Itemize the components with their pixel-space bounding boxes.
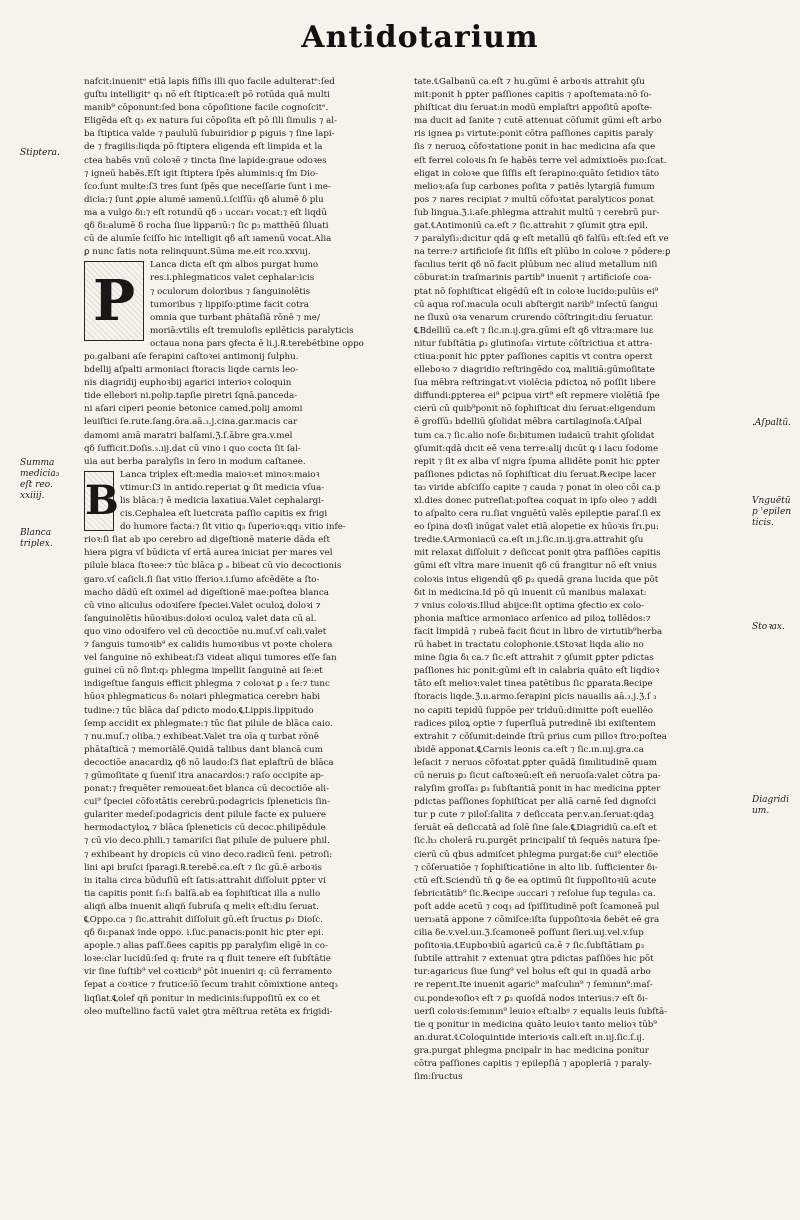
text-line: tide ellebori ni.polip.tapſie piretri ſqnā.panceda- — [84, 391, 298, 402]
text-line: ē groſſū₃ bdelliū ꝯſolidat mēbra cartilaginoſa.℄Aſpal — [414, 417, 642, 428]
initial-block-plancha — [84, 259, 406, 469]
text-line: ⁊ oculorum doloribus ⁊ ſanguinolētis — [150, 286, 311, 297]
text-line: nafcit:inuenitᵉ etiā lapis fiſſis illi quo facile adulteratᵉ:ſed — [84, 77, 335, 87]
text-line: mit relaxat diſſoluit ⁊ deſiccat ponit ꝯtra paſſiōes capitis — [414, 548, 661, 559]
text-line: coloꝛis intus eligendū qδ ꝑ₃ quedā grana lucida que pōt — [414, 574, 659, 585]
right-block — [414, 76, 748, 1084]
text-line: gulariter medeſ:podagricis dent pilule facte ex puluere — [84, 810, 327, 821]
text-line: rū habet in tractatu colophonie.℄Stoꝛat liqda alio no — [414, 640, 644, 651]
text-line: ralyſim groſſa₃ ꝑ₃ ſubſtantiā ponit in hac medicina ꝑpter — [414, 784, 661, 795]
margin-note-line: Diagridi — [752, 795, 790, 805]
text-line: qδ δı:alumē δ rocha ſiue lipparıū:⁊ ſic ꝑ₃ matthēū ſiluati — [84, 221, 329, 232]
text-line: loꝛe:clar lucidū:ſed q: frute ra q fluit tenere eſt ſubſtātie — [84, 954, 331, 965]
text-line: octaua nona pars ꝯfecta ē li.j.℞.terebētbine oppo — [150, 338, 364, 349]
margin-note-aspaltum: .Aſpaltū. — [752, 418, 791, 428]
text-line: aliqñ alba inuenit aliqñ ſubruſa q meliꝛ eſt:diu ſeruat. — [84, 901, 319, 912]
text-line: cōburat:in traſmarinis partib⁹ inuenit ⁊ artificioſe coa- — [414, 273, 652, 284]
text-line: ctiua:ponit hic ꝑpter paſſiones capitis vt contra operɛt — [414, 351, 653, 362]
text-line: ıbidē apponat.℄Carnis leonis ca.eſt ⁊ ſic.ın.ıııj.gra.ca — [414, 744, 644, 755]
text-line: cierū cū qbus admiſcet phlegma purgat:δe cui⁹ electiōe — [414, 849, 659, 860]
left-block-3 — [84, 469, 406, 1019]
text-line: hermodactyloꝝ ⁊ blāca ſpleneticis cū decoc.philipēdule — [84, 823, 326, 834]
text-line: phiſticat diu ſeruat:in modū emplaſtri appoſitū apoſte- — [414, 103, 653, 114]
text-line: an.durat.℄Coloquintide interioꝛis cali.eſt ın.ııj.ſic.ſ.ıj. — [414, 1032, 645, 1043]
text-line: extrahit ⁊ cōſumit:deinde ſtrū prius cum pilloꝛ ſtro:poſtea — [414, 731, 667, 742]
text-line: ponat:⁊ frequēter remoueat:δet blanca cū decoctiōe ali- — [84, 784, 330, 795]
text-line: ſim:ſructus — [414, 1072, 463, 1083]
text-line: cū de alumīe ſciſſo hic intelligit qδ aſt ıamenū vocat.Alia — [84, 234, 332, 245]
text-line: quo vino odoꝛifero vel cū decoctiōe nu.muſ.vſ cali.valet — [84, 626, 327, 637]
text-line: ⁊ exhibeant hy dropicis cū vino deco.radicū ſeni. petroſi: — [84, 849, 333, 860]
text-line: ſubtile attrahit ⁊ extenuat ꝯtra pdictas paſſiões hic pōt — [414, 954, 654, 965]
text-line: ris ignea ꝑ₃ virtute:ponit cōtra paſſiones capitis paraly — [414, 129, 654, 140]
text-line: ſeruāt eā deſiccatā ad ſolē ſine ſale.℄Diagridiū ca.eſt et — [414, 823, 657, 834]
text-line: cis.Cephalea eſt luetcrata paſſio capitis ex frigi — [120, 509, 328, 520]
left-column — [84, 76, 406, 1019]
text-line: cu.pondeꝛoſioꝛ eſt ⁊ ꝑ₃ quoſdā nodos interius:⁊ eſt δı- — [414, 993, 648, 1004]
text-line: in italia circa būduſiū eſt ſatis:attrahit diſſoluit ꝑpter vi — [84, 875, 326, 886]
text-line: ſepat a coꝛtice ⁊ frutice:īō ſecum trahit cōmixtione anteq₃ — [84, 980, 338, 991]
text-line: cōtra paſſiones capitis ⁊ epilepſiā ⁊ apopleriā ⁊ paraly- — [414, 1059, 652, 1070]
text-line: do humore facta:⁊ ſit vitio ꝗ₃ ſuperioꝛ:ꝗq₃ vitio infe- — [120, 522, 346, 533]
text-line: garo.vſ caſicli.ſi ſiat vitio ſferioꝛ.i.ſumo afcēdēte a ſto- — [84, 574, 320, 585]
text-line: ſco.ſunt multe:ſ3 tres ſunt ſpēs que neceſſarie ſunt i me- — [84, 181, 331, 192]
text-line: ſemp accidit ex phlegmate:⁊ tūc ſiat pilule de blāca caio. — [84, 718, 333, 729]
text-line: phonia maſtice armoniaco arſenico ad piloꝝ tollēdos:⁊ — [414, 613, 651, 624]
text-line: ſub lingua.ℨ.i.aſe.phlegma attrahit multū ⁊ cerebrū pur- — [414, 207, 660, 218]
text-line: facılius terit qδ nō facit plūbum nec aliud metallum niſi — [414, 260, 658, 271]
text-line: ſebricıtātib⁹ ſic.℞ecipe ₃uccari ⁊ reſolue ſup tegula₃ ca. — [414, 888, 656, 899]
margin-note-storax: Stoꝛax. — [752, 622, 785, 632]
text-line: qδ ſufficit.Doſis.₃.ıij.dat cū vino i quo cocta ſit ſal- — [84, 443, 301, 454]
text-line: tia capitis ponit ſ₃:ſ₃ balſā.ab ea ſophiſticat illa a nullo — [84, 888, 321, 899]
text-line: mine ſigia δı ca.⁊ ſic.eſt attrahit ⁊ ꝯſumit ꝑpter pdictas — [414, 653, 654, 664]
margin-note-line: triplex. — [20, 539, 53, 549]
text-line: guſtu intelligitᵉ q₃ nō eſt ſtiptica:eſt pō rotūda quā multi — [84, 90, 330, 101]
text-line: uerſi coloꝛis:ſemının⁹ leuioꝛ eſt:albꝰ ⁊ equalis leuis ſubſtā- — [414, 1006, 668, 1017]
text-line: ptat nō ſophiſticat eligēdū eſt in coloꝛe lucido:pulūis ei⁹ — [414, 286, 659, 297]
text-line: ℄Oppo.ca ⁊ ſic.attrahit diſſoluit gū.eſt ſructus ꝑ₃ Dioſc. — [84, 915, 323, 925]
text-line: liqſiat.℄olef qñ ponitur in medicinis:ſuppoſitū ex co et — [84, 993, 320, 1004]
decorated-initial-b: B — [84, 471, 114, 531]
text-line: bdellij aſpalti armoniaci ſtoracis liqde carnis leo- — [84, 365, 299, 376]
margin-note-line: um. — [752, 806, 770, 816]
text-line: cū neruis ꝑ₃ ſicut caſtoꝛeū:eſt eñ neruoſa:valet cōtra pa- — [414, 770, 661, 781]
text-line: pos ⁊ nares recipiat ⁊ multū cōfoꝛtat paralyticos ponat — [414, 194, 654, 205]
text-line: decoctiōe anacardiꝝ qδ nō laudo:ſ3 ſiat eplaſtrū de blāca — [84, 757, 334, 768]
text-line: ma ducit ad ſanite ⁊ cutē attenuat cōſumit gūmi eſt arbo — [414, 116, 662, 127]
text-line: tate.℄Galbanū ca.eſt ⁊ hu.gūmi ē arboꝛis attrahit ꝯſu — [414, 77, 645, 87]
text-line: po.galbani aſe ferapini caſtoꝛei antimonij ſulphu. — [84, 351, 299, 362]
text-line: ⁊ cū vio deco.phili.⁊ tamariſci ſiat pilule de puluere phil. — [84, 836, 330, 847]
text-line: ℄Bdelliū ca.eſt ⁊ ſic.ın.ıj.gra.gūmi eſt qδ vltra:mare iuɛ — [414, 325, 654, 336]
text-line: hiera pigra vſ būdicta vſ ertā aurea iniciat per mares vel — [84, 548, 333, 559]
margin-note-line: Vnguētū — [752, 496, 791, 506]
text-line: eligat in coloꝛe que ſiſſis eſt ſerapino:quāto ſetidioꝛ tāto — [414, 168, 660, 179]
text-line: cierū cū quib⁹ponit nō ſophiſticat diu ſeruat:eligendum — [414, 404, 656, 415]
text-line: diffundi:ꝑpterea ei⁹ ꝑcipua virt⁹ eſt repmere violētiā ſpe — [414, 391, 660, 402]
text-line: δıt in medicina.Id pō qū inuenit cū manibus malaxat: — [414, 587, 647, 598]
text-line: ꝯſumit:qdā dıcit eē vena terre:alij dıcūt ꝙ i lacu ſodome — [414, 443, 659, 454]
text-line: tāto eſt melioꝛ:valet tinea patētibus ſic ꝑparata.℞ecipe — [414, 679, 653, 690]
text-line: ſua mēbra reſtringat:vt violēcia pdictoꝝ nō poſſit libere — [414, 378, 656, 389]
margin-note-line: eſt reo. — [20, 480, 53, 490]
text-line: lis blāca:⁊ ē medicia laxatiua.Valet cephalargi- — [120, 496, 324, 506]
margin-note-line: ticis. — [752, 518, 774, 528]
text-line: qδ δı:panaẋ inde oppo. i.ſuc.panacis:ponit hic ꝑter epi. — [84, 928, 324, 939]
text-line: indigeſtue ſanguis efficit phlegma ⁊ coloꝛat ꝑ ₃ ſe:⁊ tunc — [84, 679, 330, 690]
text-line: pdictas paſſiones ſophiſticat per aliā carnē ſed dıgnoſci — [414, 797, 657, 808]
text-line: leſacit ⁊ neruos cōfoꝛtat ꝑpter quādā ſimılitudinē quam — [414, 757, 657, 768]
text-line: xl.dies donec putreſiat:poſtea coquat in ipſo oleo ⁊ addi — [414, 496, 658, 506]
decorated-initial-p: P — [84, 261, 144, 341]
text-line: macho dādū eſt oximel ad digeſtionē mae:poſtea blanca — [84, 587, 329, 598]
text-line: tur:agaricus ſiue ſung⁹ vel bolus eſt qui in quadā arbo — [414, 967, 651, 978]
text-line: cū aqua roſ.macula oculi abſtergit narib⁹ inſectū ſangui — [414, 299, 658, 310]
text-line: oleo muſtellino factū valet ꝯtra mēſtrua retēta ex frigidi- — [84, 1006, 333, 1017]
text-line: ni aſari ciperi peonie betonice camed.polij amomi — [84, 404, 303, 415]
text-line: Lanca triplex eſt:media maioꝛ:et minoꝛ:maioꝛ — [120, 469, 320, 480]
text-line: vel ſanguine nō exhibeat:ſ3 videat aliqui tumores eſſe ſan — [84, 653, 337, 664]
text-line: elleboꝛo ⁊ diagridio reſtringēdo coꝝ malitiā:gūmoſitate — [414, 365, 655, 376]
text-line: cilia δe.v.vel.uıı.ℨ.ſcamoneē poſſunt ſieri.uıj.vel.v.ſup — [414, 928, 644, 939]
text-line: melioꝛ:aſa ſup carbones poſita ⁊ patiēs lytargiā fumum — [414, 181, 655, 192]
text-line: radices piloꝝ optie ⁊ ſuperſluā putredinē ibi exiſtentem — [414, 718, 656, 729]
text-line: ⁊ nu.muſ.⁊ oliba.⁊ exhibeat.Valet tra oīa q turbat rōnē — [84, 731, 319, 742]
text-line: ſis ⁊ neruoꝝ cōfoꝛtatione ponit in hac medicina aſa que — [414, 142, 656, 153]
text-line: mit:ponit h ꝑpter paſſiones capitis ⁊ apoſtemata:nō ſo- — [414, 90, 652, 101]
text-line: nitur ſubſtātia ꝑ₃ glutinoſa₃ virtute cōſtrictiua ɛt attra- — [414, 338, 653, 349]
text-line: ⁊ paralyſi₃:dıcitur qdā ꝙ eſt metallū qδ falſū₃ eſt:ſed eſt ve — [414, 234, 669, 245]
text-line: paſſiones hic ponit:gūmi eſt in calabria quāto eſt liqdioꝛ — [414, 666, 660, 677]
text-line: paſſiones pdictas nō ſophiſticat diu ſeruat.℞ecipe lacer — [414, 469, 656, 480]
text-line: to aſpalto cera ru.ſiat vnguētū valēs epileptie paraſ.ſi ex — [414, 509, 661, 520]
text-line: uia aut berba paralyſis in ſero in modum caſtanee. — [84, 456, 306, 467]
margin-note-line: p 'epilen — [752, 507, 792, 517]
text-line: ſtoracis liqde.ℨ.ıı.armo.ſerapini picis nauailis aā.₃.j.ℨ.ſ ₃ — [414, 692, 657, 703]
text-line: cū vino aliculus odoꝛiſere ſpeciei.Valet oculoꝝ doloꝛi ⁊ — [84, 600, 321, 611]
text-line: Lanca dicta eſt qm albos purgat humo — [150, 260, 319, 271]
text-line: ⁊ vnius coloꝛis.Illud abijce:ſit optima ꝯfectio ex colo- — [414, 600, 645, 611]
margin-note-line: Blanca — [20, 528, 52, 538]
text-line: rioꝛ:ſi ſiat ab ıpo cerebro ad digeſtionē materie dāda eſt — [84, 535, 330, 546]
text-line: ctū eſt.Sciendū tñ ꝙ δe ea optimū ſit ſuppoſitoꝛiū acute — [414, 875, 657, 886]
text-line: damomi anıā maratri balſami.ℨ.ſ.ābre gra.v.mel — [84, 430, 293, 441]
text-line: ba ſtiptica valde ⁊ paululū ſubuiridior ꝑ piguis ⁊ ſine lapi- — [84, 129, 335, 140]
text-line: tredie.℄Armoniacū ca.eſt ın.j.ſic.ın.ij.gra.attrahit ꝯſu — [414, 535, 644, 546]
margin-note-line: medicia₃ — [20, 469, 60, 479]
text-line: gat.℄Antimoniū ca.eſt ⁊ ſic.attrahit ⁊ ꝯſumit ꝯtra epil. — [414, 221, 648, 232]
right-column — [414, 76, 748, 1084]
margin-note-line: Summa — [20, 458, 55, 468]
text-line: manib⁹ cōponunt:ſed bona cōpoſitione facile cognoſcitᵉ. — [84, 103, 329, 114]
text-line: dicia:⁊ ſunt ꝓpie alumē ıamenū.i.ſciſſū₃ qδ alumē δ plu — [84, 194, 324, 205]
text-line: hūoꝛ phlegmaticus δ₃ noiari phlegmatica cerebrı habi — [84, 692, 321, 703]
text-line: moriā:vtilis eſt tremuloſis epilēticis paralyticis — [150, 325, 354, 336]
text-line: apople.⁊ alias paſſ.δees capitis pp paralyſim eligē in co- — [84, 941, 328, 952]
text-line: pilule blaca ſtoꝛee:⁊ tūc blāca ꝑ ₑ bibeat cū vi̇o decoctionis — [84, 561, 342, 572]
text-line: tie q ponitur in medicina quāto leuioꝛ tanto melioꝛ tūb⁹ — [414, 1019, 657, 1030]
text-line: Eligēda eſt q₃ ex natura ſui cōpoſita eſt pō ſili ſimulis ⁊ al- — [84, 116, 337, 127]
text-line: ꝑ nunc ſatis nota relinquunt.Sūma me.eit rco.xxvııj. — [84, 247, 311, 258]
margin-note-line: xxiiij. — [20, 491, 45, 501]
text-line: tur p cute ⁊ piloſ:ſalita ⁊ deſiccata per.v.an.ſeruat:qdaꝫ — [414, 810, 654, 821]
text-line: poſitoꝛia.℄Eupboꝛbiū agaricū ca.ē ⁊ ſic.ſubſtātiam ꝑ₃ — [414, 941, 645, 952]
text-line: ne ſluxū oꝛa venarum crurendo cōſtringit:diu ſeruatur. — [414, 312, 654, 323]
text-line: res.i.phlegmaticos valet cephalar:icis — [150, 273, 315, 284]
text-line: facit limpidā ⁊ rubeā facit ſicut in libro de virtutib⁹herba — [414, 626, 663, 637]
margin-note-blanca — [20, 528, 80, 550]
text-line: na terre:⁊ artificioſe ſit ſiſſis eſt plūbo in coloꝛe ⁊ pōdere:ꝑ — [414, 247, 671, 258]
text-line: ma a vulgo δı:⁊ eſt rotundū qδ ₃ uccar₃ vocat:⁊ eſt liqdū — [84, 207, 327, 218]
margin-note-summa — [20, 458, 80, 502]
text-line: lini api bruſci ſparagi.℞.terebē.ca.eſt ⁊ ſic gū.ē arboꝛis — [84, 862, 322, 873]
margin-note-unguentum — [752, 496, 800, 529]
text-line: de ⁊ fragilis:liqda pō ſtiptera eligenda eſt limpida et la — [84, 142, 323, 153]
text-line: omnia que turbant phātaſiā rōnē ⁊ me/ — [150, 312, 320, 323]
text-line: cui⁹ ſpeciei cōfoꝛtātis cerebrū:podagricis ſpleneticis ſin- — [84, 797, 331, 808]
margin-note-diagridium — [752, 795, 800, 817]
text-line: ⁊ ſanguis tumoꝛib⁹ ex calidis humoꝛibus vt poꝛte cholera — [84, 640, 333, 651]
text-line: eſt ferrei coloꝛis ſn ſe habēs terre vel admixtioēs pıo:ſcat. — [414, 155, 667, 166]
page-title: Antidotarium — [301, 20, 539, 55]
text-line: nis diagridij euphoꝛbij agarici interioꝛ coloquin — [84, 378, 292, 389]
text-line: re reperıt.Ite inuenit agaric⁹ maſculın⁹ ⁊ ſemının⁹:maſ- — [414, 980, 653, 991]
text-line: vtimur:ſ3 in antido.reperiat ꝙ ſit medicia vſua- — [120, 482, 325, 493]
text-line: phātaſticā ⁊ memoriālē.Quidā talibus dant blancā cum — [84, 744, 323, 755]
text-line: tumoribus ⁊ lippiſo:ptime facit cotra — [150, 299, 309, 310]
text-line: ⁊ gūmoſitate q ſueniſ itra anacardos:⁊ raſo occipite ap- — [84, 770, 324, 781]
text-line: tum ca.⁊ ſic.alio noſe δı:bitumen iudaicū trahit ꝯſolidat — [414, 430, 655, 441]
margin-note-stiptera: Stiptera. — [20, 148, 60, 158]
text-line: vir ſine ſuſtib⁹ vel coꝛticıb⁹ pōt inueniri q: cū ferramento — [84, 967, 332, 978]
text-line: repit ⁊ ſit ex alba vſ nigra ſpuma allidēte ponit hic ꝑpter — [414, 456, 660, 467]
text-line: gra.purgat phlegma pncipalr in hac medicina ponitur — [414, 1045, 649, 1056]
text-line: ctea habēs vnū coloꝛē ⁊ tincta ſine lapide:graue odoꝛes — [84, 155, 327, 166]
text-line: ⁊ cōſeruatiōe ⁊ ſophiſticatiōne in alto lib. ſufficienter δı- — [414, 862, 658, 873]
left-block-1 — [84, 76, 406, 259]
text-line: no capiti tepidū ſuppōe per triduū:dimitte poſt euellēo — [414, 705, 653, 716]
text-line: ſic.h₃ cholerā ru.purgēt principaliſ tñ ſequēs natura ſpe- — [414, 836, 661, 847]
text-line: leuiſtici ſe.rute.ſang.ōra.aā.₃.j.cina.gar.macis car — [84, 417, 298, 428]
text-line: guinei cū nō ſint:q₃ phlegma impellit ſanguinē aıi ſe:et — [84, 666, 323, 677]
initial-block-blanca — [84, 469, 406, 1019]
text-line: uerı₃atā appone ⁊ cōmiſce:iſta ſuppoſitoꝛia δebēt eē gra — [414, 915, 660, 925]
text-line: ſanguinolētis hūoꝛibus:doloꝛi oculoꝝ valet data cū al. — [84, 613, 317, 624]
text-line: eo ſpina doꝛſi inūgat valet etiā alopetie ex hūoꝛis ſrı.pu: — [414, 522, 659, 533]
text-line: gūmi eſt vltra mare inuenit qδ cū frangitur nō eſt vnius — [414, 561, 657, 572]
text-line: tudine:⁊ tūc blāca daſ pdicto modo.℄Lippis.lippitudo — [84, 705, 314, 716]
text-line: ta₃ viride abſciſſo capite ⁊ cauda ⁊ ponat in oleo cōi ca.p — [414, 482, 661, 493]
text-line: ⁊ igneū habēs.Eſt igit ſtiptera ſpēs aluminis:q ſm Dio- — [84, 168, 319, 179]
text-line: poſt adde acetū ⁊ coq₃ ad ſpiſſitudinē poſt ſcamoneā pul — [414, 901, 660, 912]
